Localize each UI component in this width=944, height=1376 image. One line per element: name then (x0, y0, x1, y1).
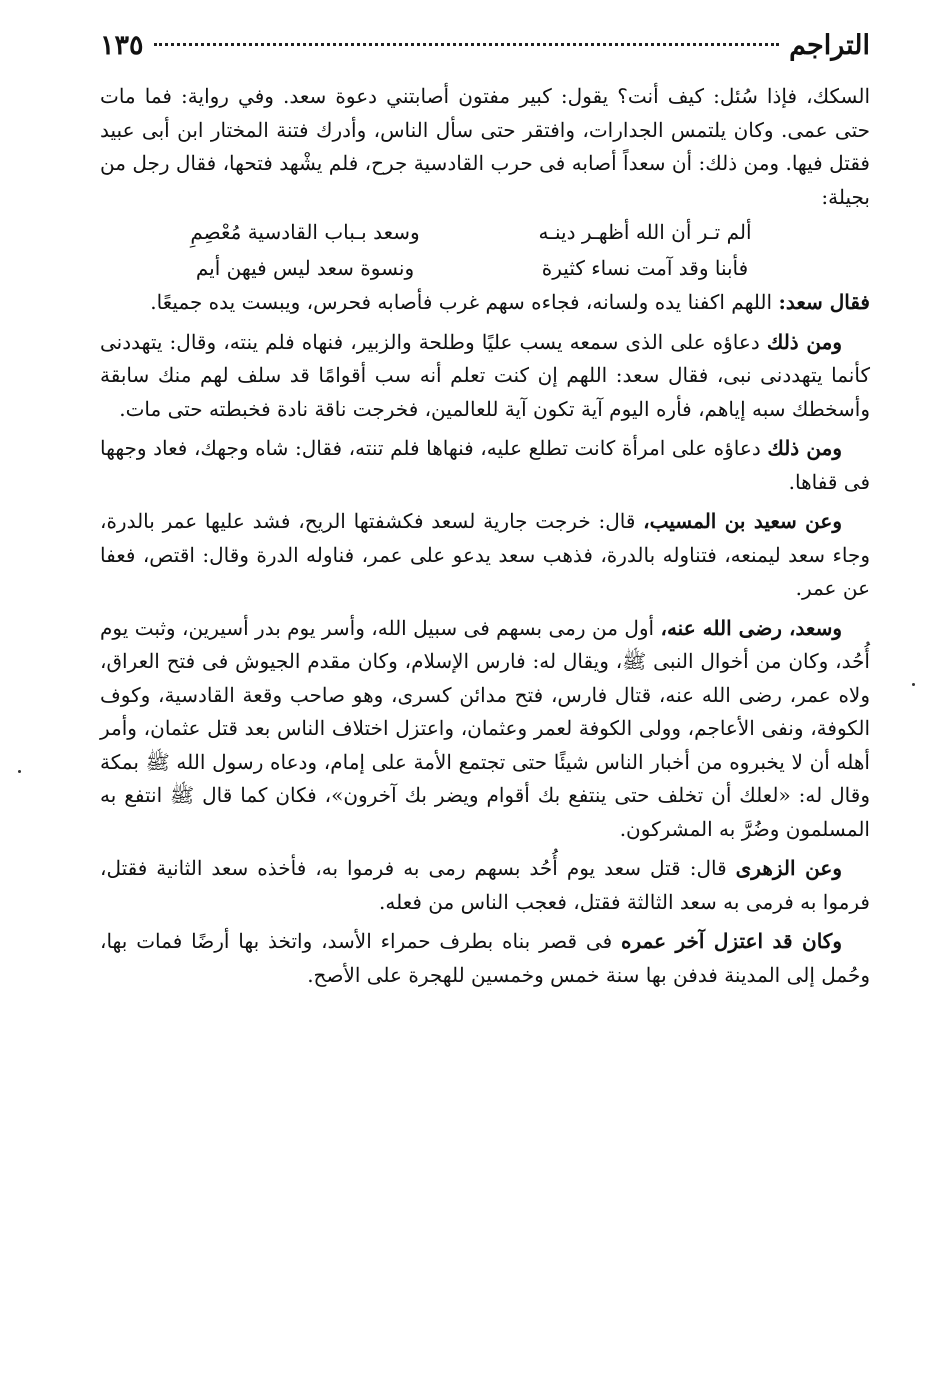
paragraph-1: السكك، فإذا سُئل: كيف أنت؟ يقول: كبير مفتون أصابتني دعوة سعد. وفي رواية: فما مات حتى عمى. وكان يلتمس الجدارات، وافتقر حتى سأل الناس، وأدرك فتنة المختار ابن أبى عبيد فقتل فيها. ومن ذلك: أن سعداً أصابه فى حرب القادسية جرح، فلم يشْهد فتحها، فقال رجل من بجيلة: (100, 84, 870, 209)
book-page (100, 30, 870, 992)
poem-verse-1 (100, 214, 870, 250)
poem-verse-2 (100, 250, 870, 286)
verse-1-second-hemistich: وسعد بـباب القادسية مُعْصِمِ (190, 220, 420, 244)
paragraph-8 (100, 925, 870, 992)
verse-2-second-hemistich: ونسوة سعد ليس فيهن أيم (195, 256, 415, 280)
paragraph-3-lead: ومن ذلك (766, 329, 843, 354)
paragraph-3-text: دعاؤه على الذى سمعه يسب عليًا وطلحة والزبير، فنهاه فلم ينته، وقال: يتهددنى كأنما يتهددنى نبى، فقال سعد: اللهم إن كنت تعلم أنه سب أقوامًا قد سلف لهم منك سابقة وأسخطك سبه إياهم، فأره اليوم آية تكون آية للعالمين، فخرجت ناقة نادة فخبطته حتى مات. (100, 329, 870, 421)
paragraph-6 (100, 612, 870, 847)
paragraph-6-lead: وسعد، رضى الله عنه، (660, 615, 842, 640)
paragraph-7-lead: وعن الزهرى (735, 856, 842, 880)
paragraph-5-lead: وعن سعيد بن المسيب، (643, 509, 842, 533)
paragraph-5-text: قال: خرجت جارية لسعد فكشفتها الريح، فشد عليها عمر بالدرة، وجاء سعد ليمنعه، فتناوله بالدرة، فذهب سعد يدعو على عمر، فناوله الدرة وقال: اقتص، فعفا عن عمر. (100, 509, 870, 600)
paragraph-3 (100, 326, 870, 427)
scan-speck (912, 683, 915, 686)
scan-speck (18, 770, 21, 773)
paragraph-2 (100, 286, 870, 320)
paragraph-6-text: أول من رمى بسهم فى سبيل الله، وأسر يوم بدر أسيرين، وثبت يوم أُحُد، وكان من أخوال النبى ﷺ، ويقال له: فارس الإسلام، وكان مقدم الجيوش فى فتح العراق، ولاه عمر، رضى الله عنه، قتال فارس، فتح مدائن كسرى، وهو صاحب وقعة القادسية، وكوف الكوفة، ونفى الأعاجم، وولى الكوفة لعمر وعثمان، واعتزل اختلاف الناس بعد قتل عثمان، وأمر أهله أن لا يخبروه من أخبار الناس شيئًا حتى تجتمع الأمة على إمام، ودعاه رسول الله ﷺ بمكة وقال له: «لعلك أن تخلف حتى ينتفع بك أقوام ويضر بك آخرون»، فكان كما قال ﷺ انتفع به المسلمون وضُرَّ به المشركون. (100, 615, 870, 841)
paragraph-2-lead: فقال سعد: (778, 290, 870, 314)
page-header (100, 30, 870, 80)
paragraph-8-text: فى قصر بناه بطرف حمراء الأسد، واتخذ بها أرضًا فمات بها، وحُمل إلى المدينة فدفن بها سنة خمس وخمسين للهجرة على الأصح. (100, 929, 870, 987)
header-dot-leader (154, 43, 780, 46)
paragraph-8-lead: وكان قد اعتزل آخر عمره (621, 929, 842, 953)
paragraph-4 (100, 432, 870, 499)
paragraph-4-text: دعاؤه على امرأة كانت تطلع عليه، فنهاها فلم تنته، فقال: شاه وجهك، فعاد وجهها فى قفاها. (100, 436, 870, 494)
verse-2-first-hemistich: فأبنا وقد آمت نساء كثيرة (541, 256, 749, 280)
running-title: التراجم (789, 30, 870, 61)
paragraph-7-text: قال: قتل سعد يوم أُحُد بسهم رمى به فرموا به، فأخذه سعد الثانية فقتل، فرموا به فرمى به سعد الثالثة فقتل، فعجب الناس من فعله. (100, 856, 870, 914)
paragraph-4-lead: ومن ذلك (767, 436, 842, 460)
paragraph-5 (100, 505, 870, 606)
page-number: ١٣٥ (100, 30, 144, 61)
paragraph-2-text: اللهم اكفنا يده ولسانه، فجاءه سهم غرب فأصابه فحرس، ويبست يده جميعًا. (150, 290, 779, 314)
paragraph-7 (100, 852, 870, 919)
verse-1-first-hemistich: ألم تـر أن الله أظهـر دينـه (538, 220, 752, 244)
